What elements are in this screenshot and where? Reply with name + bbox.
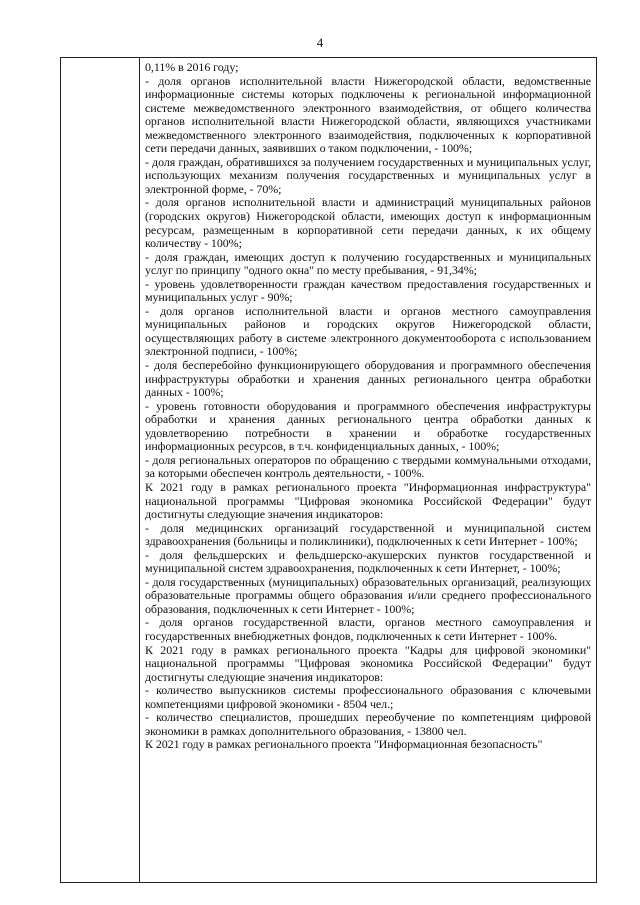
document-table <box>60 57 597 883</box>
table-right-cell <box>140 58 596 882</box>
paragraph: - доля органов исполнительной власти и органов местного самоуправления муниципальных районов и городских округов Нижегородской области, осуществляющих работу в системе электронного документооборота с использованием электронной подписи, - 100%; <box>145 303 591 359</box>
paragraph: - количество специалистов, прошедших переобучение по компетенциям цифровой экономики в рамках дополнительного образования, - 13800 чел. <box>145 710 591 738</box>
paragraph: - доля граждан, имеющих доступ к получению государственных и муниципальных услуг по принципу "одного окна" по месту пребывания, - 91,34%; <box>145 249 591 278</box>
paragraph: 0,11% в 2016 году; <box>145 60 239 74</box>
paragraph: - доля государственных (муниципальных) образовательных организаций, реализующих образовательные программы общего образования и/или среднего профессионального образования, подключенных к сети Интернет - 100%; <box>145 574 591 616</box>
paragraph: - доля органов исполнительной власти и администраций муниципальных районов (городских округов) Нижегородской области, имеющих доступ к информационным ресурсам, размещенным в корпоративной сети передачи данных, к их общему количеству - 100%; <box>145 195 591 251</box>
paragraph: - уровень удовлетворенности граждан качеством предоставления государственных и муниципальных услуг - 90%; <box>145 276 591 305</box>
paragraph: - доля фельдшерских и фельдшерско-акушерских пунктов государственной и муниципальной систем здравоохранения, подключенных к сети Интернет, - 100%; <box>145 547 591 576</box>
table-left-cell <box>61 58 140 882</box>
paragraph: К 2021 году в рамках регионального проекта "Информационная инфраструктура" национальной программы "Цифровая экономика Российской Федерации" будут достигнуты следующие значения индикаторов: <box>145 479 591 522</box>
paragraph: К 2021 году в рамках регионального проекта "Информационная безопасность" <box>145 737 543 752</box>
paragraph: - доля медицинских организаций государственной и муниципальной систем здравоохранения (больницы и поликлиники), подключенных к сети Интернет - 100%; <box>145 520 591 549</box>
paragraph: - уровень готовности оборудования и программного обеспечения инфраструктуры обработки и хранения данных регионального центра обработки данных к удовлетворению потребности в хранении и обработке государственных информационных ресурсов, в т.ч. конфиденциальных данных, - 100%; <box>145 398 591 454</box>
page-number: 4 <box>316 35 324 50</box>
paragraph: - доля региональных операторов по обращению с твердыми коммунальными отходами, за которыми обеспечен контроль деятельности, - 100%. <box>145 452 591 481</box>
paragraph: - доля органов государственной власти, органов местного самоуправления и государственных внебюджетных фондов, подключенных к сети Интернет - 100%. <box>145 615 591 643</box>
paragraph: - количество выпускников системы профессионального образования с ключевыми компетенциями цифровой экономики - 8504 чел.; <box>145 683 591 711</box>
paragraph: - доля органов исполнительной власти Нижегородской области, ведомственные информационные системы которых подключены к региональной информационной системе межведомственного электронного взаимодействия, от общего количества органов исполнительной власти Нижегородской области, являющихся участниками межведомственного электронного взаимодействия, подключенных к корпоративной сети передачи данных, заявивших о таком подключении, - 100%; <box>145 73 591 156</box>
paragraph: - доля граждан, обратившихся за получением государственных и муниципальных услуг, использующих механизм получения государственных и муниципальных услуг в электронной форме, - 70%; <box>145 154 591 196</box>
paragraph: К 2021 году в рамках регионального проекта "Кадры для цифровой экономики" национальной программы "Цифровая экономика Российской Федерации" будут достигнуты следующие значения индикаторов: <box>145 642 591 684</box>
paragraph: - доля бесперебойно функционирующего оборудования и программного обеспечения инфраструктуры обработки и хранения данных регионального центра обработки данных - 100%; <box>145 358 591 400</box>
